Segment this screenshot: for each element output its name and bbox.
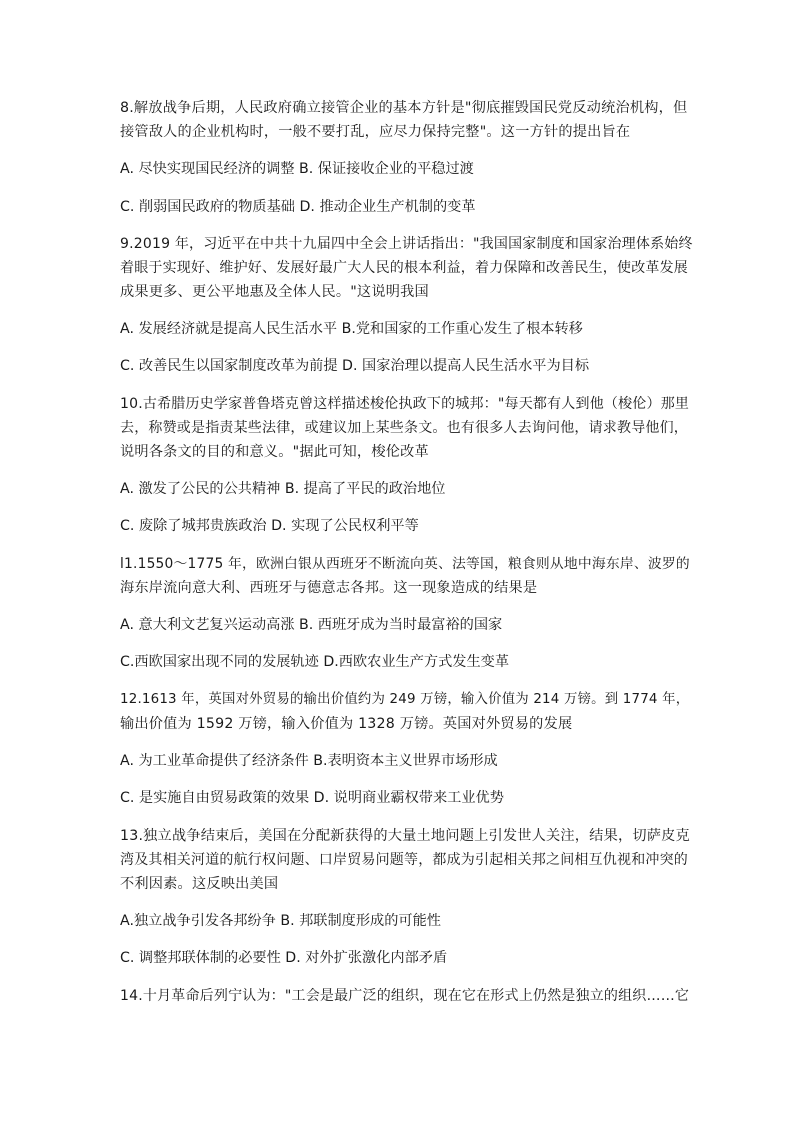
question-stem-line: 去，称赞或是指责某些法律，或建议加上某些条文。也有很多人去询问他，请求教导他们， — [120, 420, 688, 436]
question-stem-line: 海东岸流向意大利、西班牙与德意志各邦。这一现象造成的结果是 — [120, 580, 538, 596]
question-stem-line: 9.2019 年，习近平在中共十九届四中全会上讲话指出："我国国家制度和国家治理体系始终 — [120, 236, 693, 252]
question-stem-line: 输出价值为 1592 万镑，输入价值为 1328 万镑。英国对外贸易的发展 — [120, 716, 573, 732]
answer-options-line: C. 改善民生以国家制度改革为前提 D. 国家治理以提高人民生活水平为目标 — [120, 358, 590, 374]
answer-options-line: C. 调整邦联体制的必要性 D. 对外扩张激化内部矛盾 — [120, 950, 448, 966]
question-stem-line: 8.解放战争后期，人民政府确立接管企业的基本方针是"彻底摧毁国民党反动统治机构，但 — [120, 100, 688, 116]
question-stem-line: 成果更多、更公平地惠及全体人民。"这说明我国 — [120, 284, 429, 300]
answer-options-line: A.独立战争引发各邦纷争 B. 邦联制度形成的可能性 — [120, 913, 441, 929]
question-stem-line: 不利因素。这反映出美国 — [120, 876, 279, 892]
question-stem-line: 12.1613 年，英国对外贸易的输出价值约为 249 万镑，输入价值为 214 万镑。到 1774 年， — [120, 692, 690, 707]
answer-options-line: A. 激发了公民的公共精神 B. 提高了平民的政治地位 — [120, 481, 446, 497]
answer-options-line: C.西欧国家出现不同的发展轨迹 D.西欧农业生产方式发生变革 — [120, 654, 510, 670]
answer-options-line: C. 削弱国民政府的物质基础 D. 推动企业生产机制的变革 — [120, 199, 476, 215]
answer-options-line: A. 尽快实现国民经济的调整 B. 保证接收企业的平稳过渡 — [120, 161, 474, 177]
answer-options-line: A. 发展经济就是提高人民生活水平 B.党和国家的工作重心发生了根本转移 — [120, 321, 583, 337]
question-stem-line: 接管敌人的企业机构时，一般不要打乱，应尽力保持完整"。这一方针的提出旨在 — [120, 124, 631, 140]
question-stem-line: 10.古希腊历史学家普鲁塔克曾这样描述梭伦执政下的城邦："每天都有人到他（梭伦）那里 — [120, 396, 690, 412]
question-stem-line: 13.独立战争结束后，美国在分配新获得的大量土地问题上引发世人关注，结果，切萨皮克 — [120, 828, 690, 844]
question-stem-line: 着眼于实现好、维护好、发展好最广大人民的根本利益，着力保障和改善民生，使改革发展 — [120, 260, 688, 276]
question-stem-line: 湾及其相关河道的航行权问题、口岸贸易问题等，都成为引起相关邦之间相互仇视和冲突的 — [120, 852, 688, 868]
question-stem-line: 14.十月革命后列宁认为："工会是最广泛的组织，现在它在形式上仍然是独立的组织……它 — [120, 988, 690, 1004]
answer-options-line: C. 是实施自由贸易政策的效果 D. 说明商业霸权带来工业优势 — [120, 790, 504, 806]
answer-options-line: C. 废除了城邦贵族政治 D. 实现了公民权利平等 — [120, 518, 419, 534]
question-stem-line: 说明各条文的目的和意义。"据此可知，梭伦改革 — [120, 444, 429, 460]
question-stem-line: l1.1550～1775 年，欧洲白银从西班牙不断流向英、法等国，粮食则从地中海东岸、波罗的 — [120, 556, 690, 572]
answer-options-line: A. 意大利文艺复兴运动高涨 B. 西班牙成为当时最富裕的国家 — [120, 617, 503, 633]
answer-options-line: A. 为工业革命提供了经济条件 B.表明资本主义世界市场形成 — [120, 753, 498, 769]
